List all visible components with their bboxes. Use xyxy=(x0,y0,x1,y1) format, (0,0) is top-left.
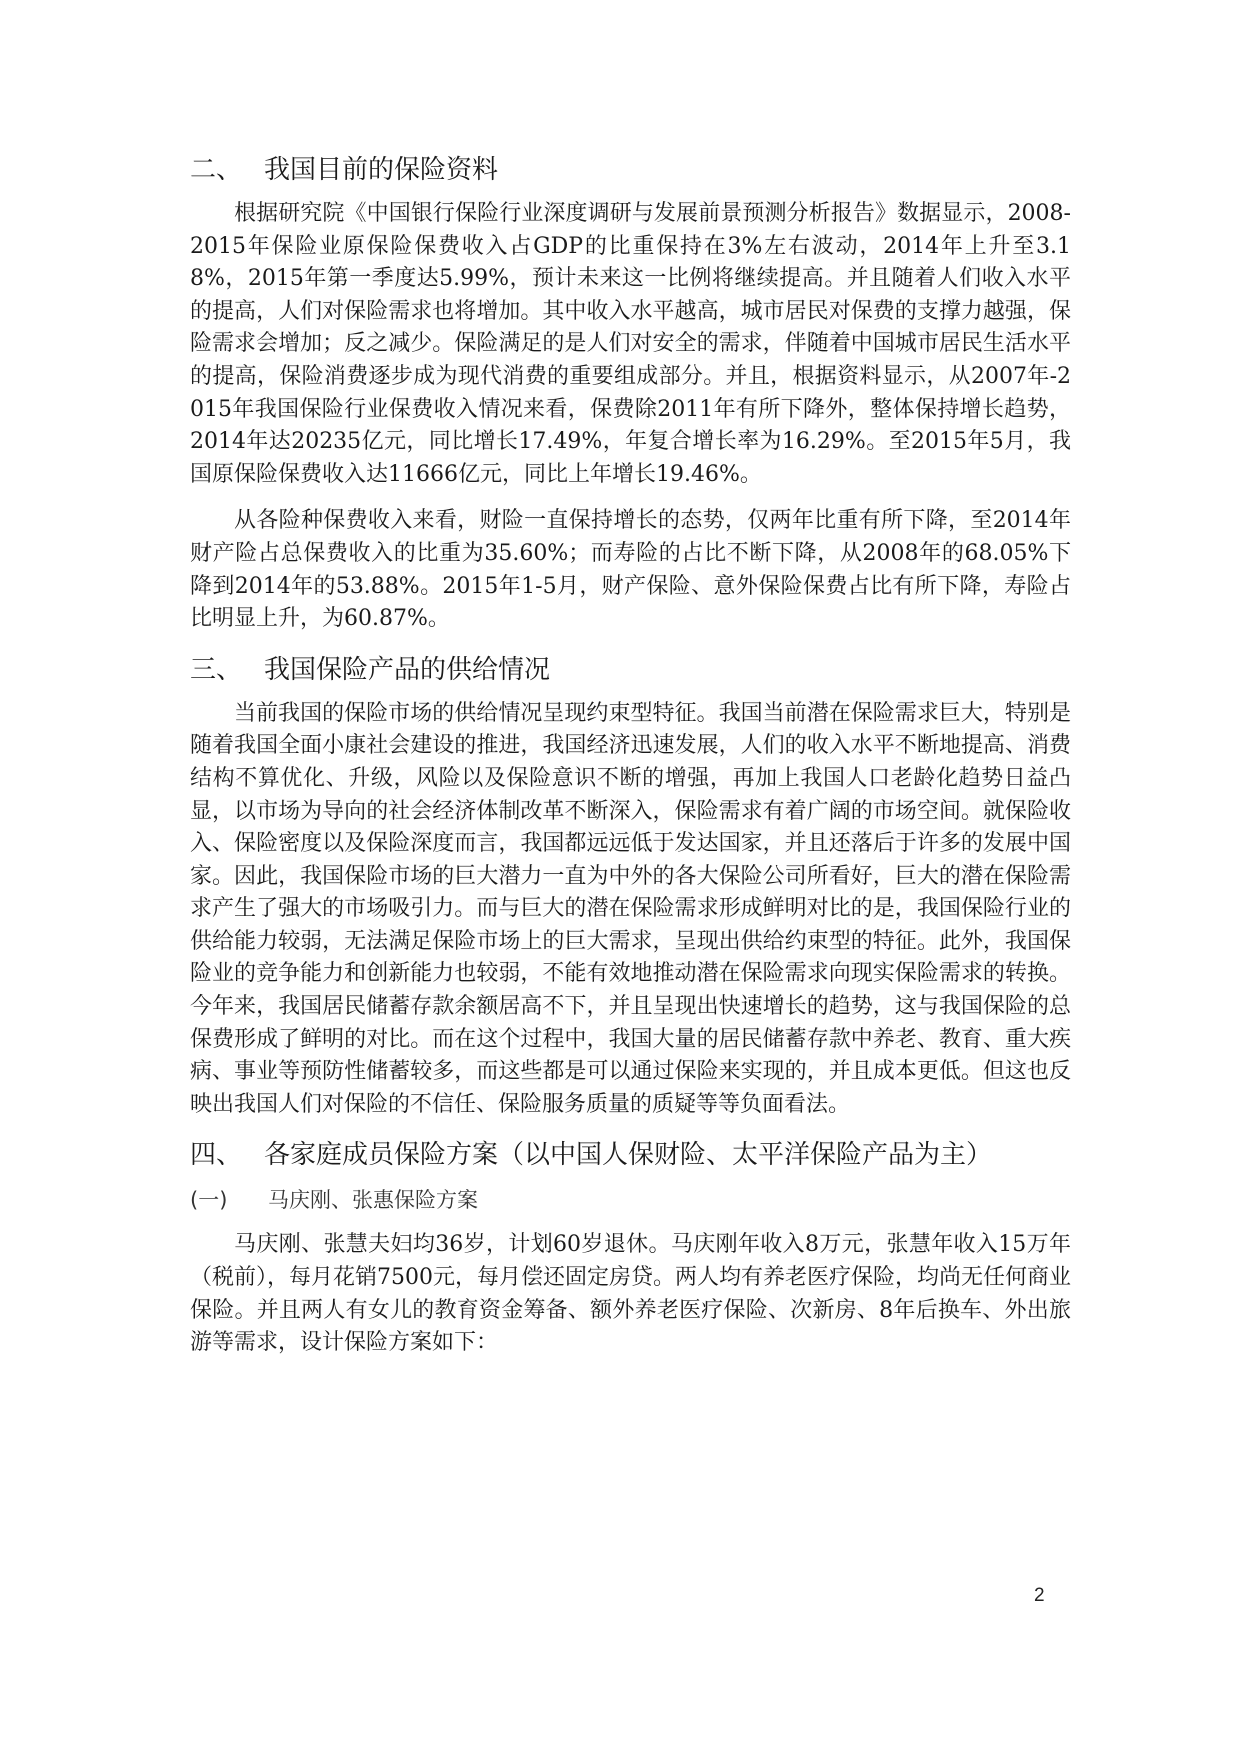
page-number: 2 xyxy=(1034,1585,1045,1606)
section-heading-3 xyxy=(190,650,1071,690)
subsection-heading xyxy=(190,1183,1071,1217)
paragraph: 根据研究院《中国银行保险行业深度调研与发展前景预测分析报告》数据显示，2008-2015年保险业原保险保费收入占GDP的比重保持在3%左右波动，2014年上升至3.18%，2015年第一季度达5.99%，预计未来这一比例将继续提高。并且随着人们收入水平的提高，人们对保险需求也将增加。其中收入水平越高，城市居民对保费的支撑力越强，保险需求会增加；反之减少。保险满足的是人们对安全的需求，伴随着中国城市居民生活水平的提高，保险消费逐步成为现代消费的重要组成部分。并且，根据资料显示，从2007年-2015年我国保险行业保费收入情况来看，保费除2011年有所下降外，整体保持增长趋势，2014年达20235亿元，同比增长17.49%，年复合增长率为16.29%。至2015年5月，我国原保险保费收入达11666亿元，同比上年增长19.46%。 xyxy=(190,201,1071,487)
section-heading-2 xyxy=(190,150,1071,190)
section-number: 四、 xyxy=(190,1140,243,1171)
section-title: 我国保险产品的供给情况 xyxy=(264,654,551,685)
subsection-title: 马庆刚、张惠保险方案 xyxy=(268,1188,478,1213)
section-number: 二、 xyxy=(190,155,243,185)
paragraph: 当前我国的保险市场的供给情况呈现约束型特征。我国当前潜在保险需求巨大，特别是随着我国全面小康社会建设的推进，我国经济迅速发展，人们的收入水平不断地提高、消费结构不算优化、升级，风险以及保险意识不断的增强，再加上我国人口老龄化趋势日益凸显，以市场为导向的社会经济体制改革不断深入，保险需求有着广阔的市场空间。就保险收入、保险密度以及保险深度而言，我国都远远低于发达国家，并且还落后于许多的发展中国家。因此，我国保险市场的巨大潜力一直为中外的各大保险公司所看好，巨大的潜在保险需求产生了强大的市场吸引力。而与巨大的潜在保险需求形成鲜明对比的是，我国保险行业的供给能力较弱，无法满足保险市场上的巨大需求，呈现出供给约束型的特征。此外，我国保险业的竞争能力和创新能力也较弱，不能有效地推动潜在保险需求向现实保险需求的转换。今年来，我国居民储蓄存款余额居高不下，并且呈现出快速增长的趋势，这与我国保险的总保费形成了鲜明的对比。而在这个过程中，我国大量的居民储蓄存款中养老、教育、重大疾病、事业等预防性储蓄较多，而这些都是可以通过保险来实现的，并且成本更低。但这也反映出我国人们对保险的不信任、保险服务质量的质疑等等负面看法。 xyxy=(190,700,1071,1117)
section-number: 三、 xyxy=(190,654,243,685)
paragraph: 马庆刚、张慧夫妇均36岁，计划60岁退休。马庆刚年收入8万元，张慧年收入15万年（税前），每月花销7500元，每月偿还固定房贷。两人均有养老医疗保险，均尚无任何商业保险。并且两人有女儿的教育资金筹备、额外养老医疗保险、次新房、8年后换车、外出旅游等需求，设计保险方案如下： xyxy=(190,1232,1071,1356)
subsection-number: (一) xyxy=(190,1188,228,1213)
section-title: 各家庭成员保险方案（以中国人保财险、太平洋保险产品为主） xyxy=(264,1140,993,1171)
paragraph: 从各险种保费收入来看，财险一直保持增长的态势，仅两年比重有所下降，至2014年财产险占总保费收入的比重为35.60%；而寿险的占比不断下降，从2008年的68.05%下降到2014年的53.88%。2015年1-5月，财产保险、意外保险保费占比有所下降，寿险占比明显上升，为60.87%。 xyxy=(190,508,1071,632)
section-title: 我国目前的保险资料 xyxy=(264,155,499,185)
section-heading-4 xyxy=(190,1135,1071,1175)
